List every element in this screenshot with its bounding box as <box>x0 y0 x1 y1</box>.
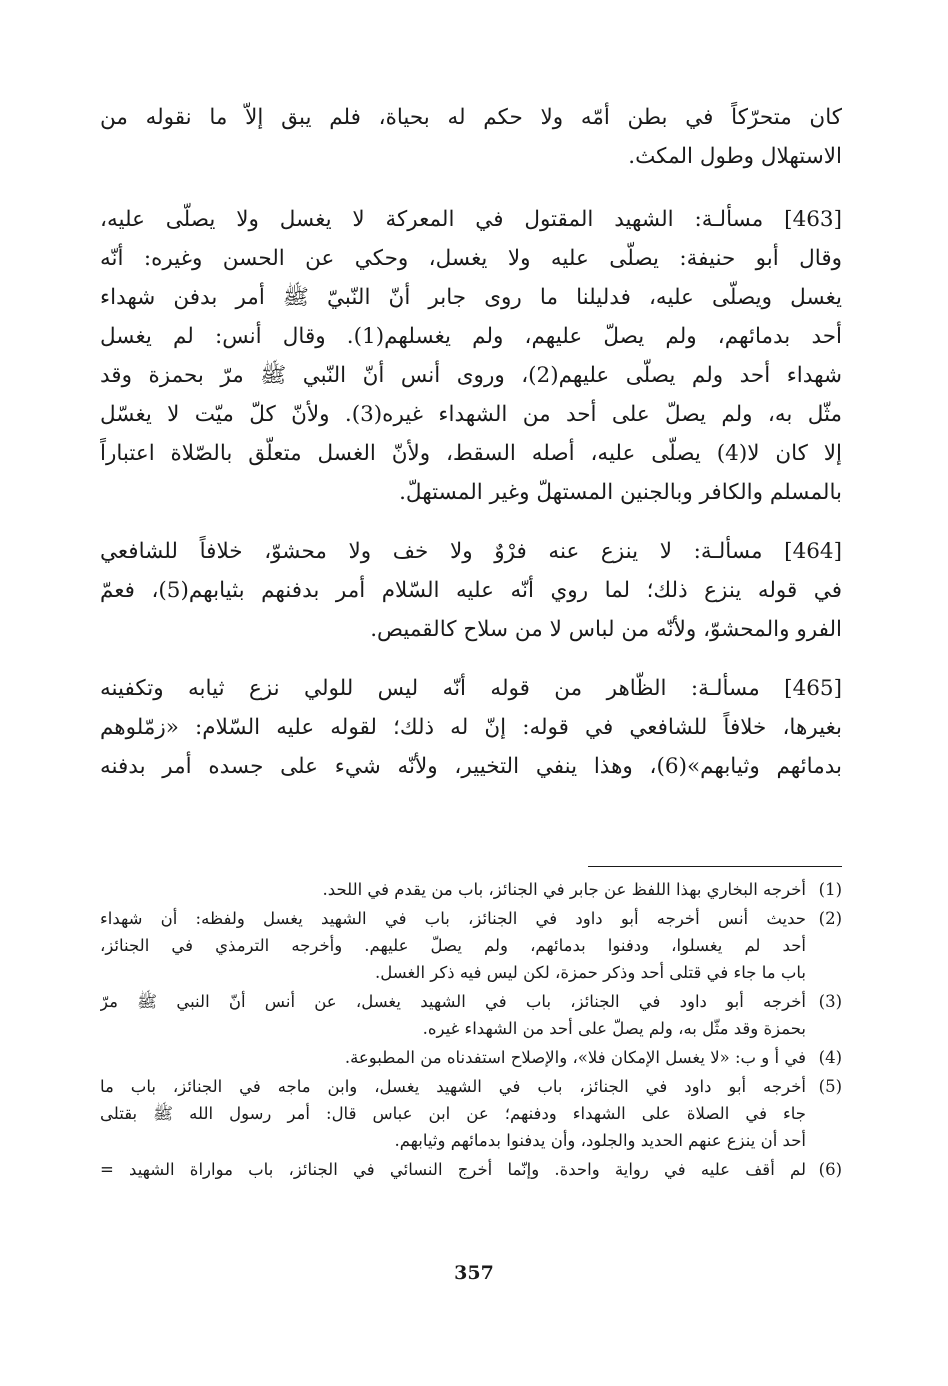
footnote-line: أحد أن ينزع عنهم الحديد والجلود، وأن يدفنوا بدمائهم وثيابهم. <box>394 1131 806 1150</box>
footnote-line: أخرجه أبو داود في الجنائز، باب في الشهيد يغسل، عن أنس أنّ النبي ﷺ مرّ <box>100 992 806 1011</box>
footnote-divider <box>588 866 842 867</box>
footnote-line: لم أقف عليه في رواية واحدة. وإنّما أخرج النسائي في الجنائز، باب مواراة الشهيد = <box>100 1160 806 1179</box>
footnote-5 <box>100 1073 842 1154</box>
text-line: بغيرها، خلافاً للشافعي في قوله: إنّ له ذلك؛ لقوله عليه السّلام: «زمّلوهم <box>100 715 842 740</box>
footnote-number: (6) <box>818 1160 842 1179</box>
footnote-line: بحمزة وقد مثّل به، ولم يصلّ على أحد من الشهداء غيره. <box>422 1019 806 1038</box>
text-line: الفرو والمحشوّ، ولأنّه من لباس لا من سلاح كالقميص. <box>370 617 842 642</box>
footnote-line: باب ما جاء في قتلى أحد وذكر حمزة، لكن ليس فيه ذكر الغسل. <box>375 963 806 982</box>
footnote-line: أخرجه البخاري بهذا اللفظ عن جابر في الجنائز، باب من يقدم في اللحد. <box>322 880 806 899</box>
text-line: شهداء أحد ولم يصلّى عليهم(2)، وروى أنس أنّ النّبي ﷺ مرّ بحمزة وقد <box>100 363 842 388</box>
text-line: [463] مسألـة: الشهيد المقتول في المعركة لا يغسل ولا يصلّى عليه، <box>100 207 842 232</box>
paragraph-intro <box>100 98 842 176</box>
text-line: [465] مسألـة: الظّاهر من قوله أنّه ليس للولي نزع ثيابه وتكفينه <box>100 676 842 701</box>
main-text <box>100 98 842 806</box>
text-line: كان متحرّكاً في بطن أمّه ولا حكم له بحياة، فلم يبق إلاّ ما نقوله من <box>100 105 842 130</box>
footnote-number: (4) <box>818 1048 842 1067</box>
footnote-number: (1) <box>818 880 842 899</box>
footnote-number: (3) <box>818 992 842 1011</box>
footnote-2 <box>100 905 842 986</box>
text-line: في قوله ينزع ذلك؛ لما روي أنّه عليه السّلام أمر بدفنهم بثيابهم(5)، فعمّ <box>100 578 842 603</box>
footnote-3 <box>100 988 842 1042</box>
text-line: الاستهلال وطول المكث. <box>628 144 842 169</box>
footnote-4 <box>100 1044 842 1071</box>
text-line: [464] مسألـة: لا ينزع عنه فرْوٌ ولا خف ولا محشوّ، خلافاً للشافعي <box>100 539 842 564</box>
footnotes <box>100 876 842 1185</box>
text-line: وقال أبو حنيفة: يصلّى عليه ولا يغسل، وحكي عن الحسن وغيره: أنّه <box>100 246 842 271</box>
text-line: بدمائهم وثيابهم»(6)، وهذا ينفي التخيير، ولأنّه شيء على جسده أمر بدفنه <box>100 754 842 779</box>
footnote-line: حديث أنس أخرجه أبو داود في الجنائز، باب في الشهيد يغسل ولفظه: أن شهداء <box>100 909 806 928</box>
text-line: أحد بدمائهم، ولم يصلّ عليهم، ولم يغسلهم(1). وقال أنس: لم يغسل <box>100 324 842 349</box>
text-line: يغسل ويصلّى عليه، فدليلنا ما روى جابر أنّ النّبيّ ﷺ أمر بدفن شهداء <box>100 285 842 310</box>
paragraph-issue-465 <box>100 669 842 786</box>
paragraph-issue-463 <box>100 200 842 512</box>
footnote-line: في أ و ب: «لا يغسل الإمكان فلا»، والإصلاح استفدناه من المطبوعة. <box>344 1048 806 1067</box>
footnote-line: أخرجه أبو داود في الجنائز، باب في الشهيد يغسل، وابن ماجه في الجنائز، باب ما <box>100 1077 806 1096</box>
paragraph-issue-464 <box>100 532 842 649</box>
footnote-6 <box>100 1156 842 1183</box>
text-line: بالمسلم والكافر وبالجنين المستهلّ وغير المستهلّ. <box>399 480 842 505</box>
page-number: 357 <box>454 1262 494 1284</box>
footnote-number: (5) <box>818 1077 842 1096</box>
text-line: إلا كان لا(4) يصلّى عليه، أصله السقط، ولأنّ الغسل متعلّق بالصّلاة اعتباراً <box>100 441 842 466</box>
footnote-line: جاء في الصلاة على الشهداء ودفنهم؛ عن ابن عباس قال: أمر رسول الله ﷺ بقتلى <box>100 1104 806 1123</box>
footnote-line: أحد لم يغسلوا، ودفنوا بدمائهم، ولم يصلّ عليهم. وأخرجه الترمذي في الجنائز، <box>100 936 806 955</box>
footnote-1 <box>100 876 842 903</box>
footnote-number: (2) <box>818 909 842 928</box>
text-line: مثّل به، ولم يصلّ على أحد من الشهداء غيره(3). ولأنّ كلّ ميّت لا يغسّل <box>100 402 842 427</box>
